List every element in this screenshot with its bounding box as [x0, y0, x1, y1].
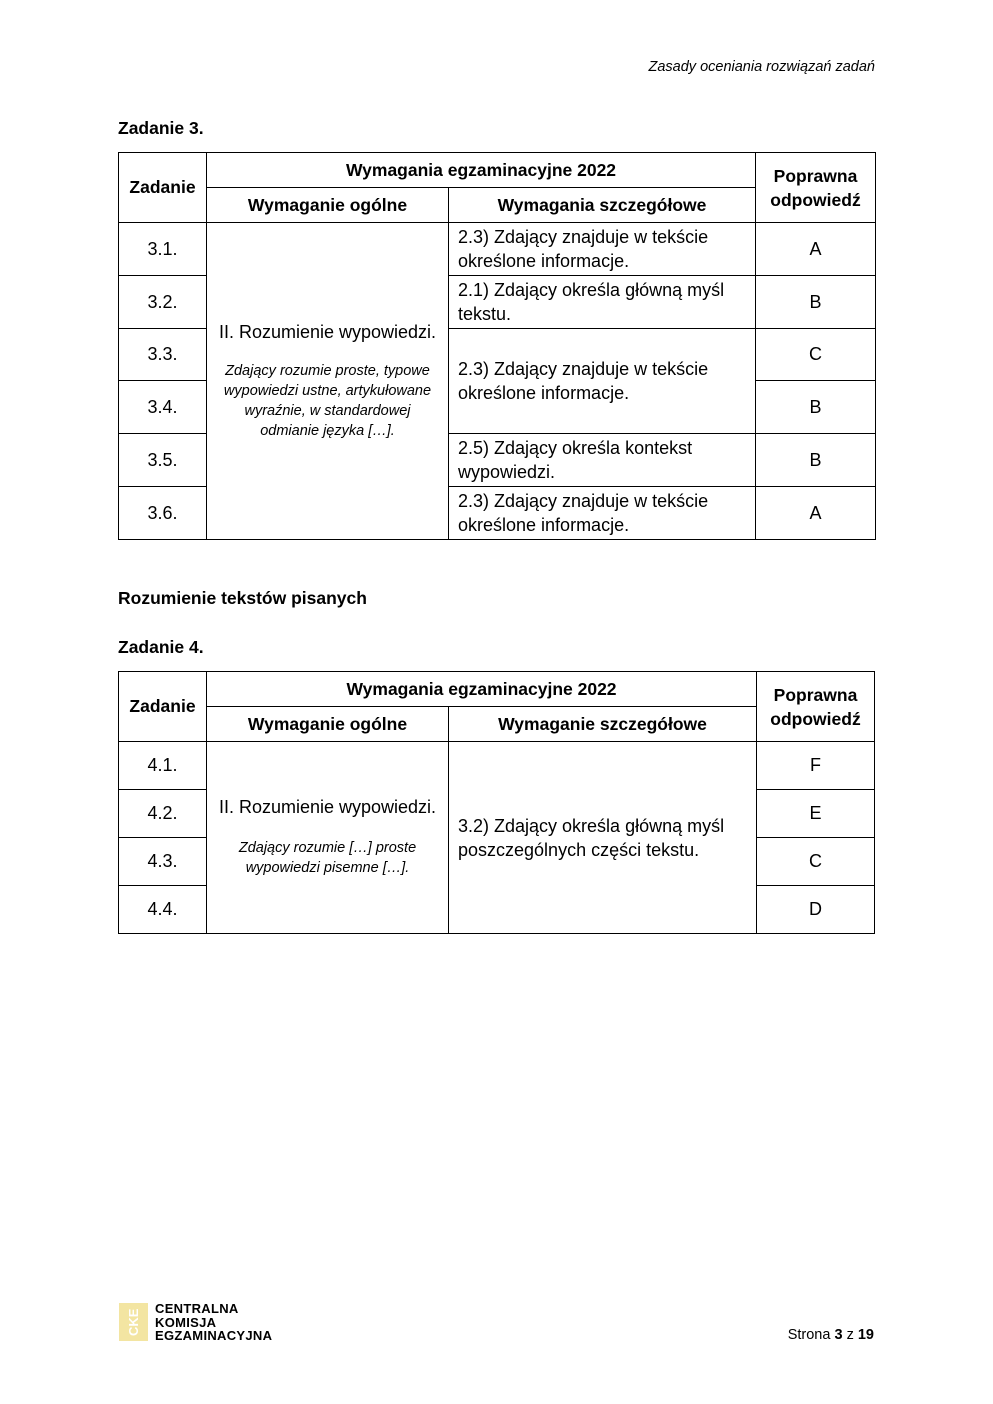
task-number: 4.4.	[119, 886, 207, 934]
detail-requirement: 3.2) Zdający określa główną myśl poszczególnych części tekstu.	[449, 742, 757, 934]
task-number: 3.2.	[119, 276, 207, 329]
correct-answer: D	[757, 886, 875, 934]
logo-line-3: EGZAMINACYJNA	[155, 1328, 273, 1343]
col-general-header: Wymaganie ogólne	[207, 707, 449, 742]
detail-requirement: 2.3) Zdający znajduje w tekście określone informacje.	[449, 329, 756, 434]
correct-answer: B	[756, 276, 876, 329]
col-group-header: Wymagania egzaminacyjne 2022	[207, 672, 757, 707]
detail-requirement: 2.3) Zdający znajduje w tekście określone informacje.	[449, 487, 756, 540]
page-header: Zasady oceniania rozwiązań zadań	[648, 59, 875, 75]
task-number: 3.4.	[119, 381, 207, 434]
page-sep: z	[846, 1327, 854, 1343]
task-number: 3.3.	[119, 329, 207, 381]
general-requirement-desc: Zdający rozumie […] proste wypowiedzi pisemne […].	[238, 840, 417, 876]
correct-answer: C	[757, 838, 875, 886]
task3-table	[118, 152, 876, 540]
detail-requirement: 2.1) Zdający określa główną myśl tekstu.	[449, 276, 756, 329]
task-number: 4.3.	[119, 838, 207, 886]
cke-logo-mark-text: CKE	[126, 1308, 141, 1336]
task4-heading: Zadanie 4.	[118, 637, 204, 657]
table-header-row	[119, 672, 875, 707]
page-prefix: Strona	[787, 1327, 831, 1343]
table-row	[119, 742, 875, 790]
col-answer-header: Poprawna odpowiedź	[757, 672, 875, 742]
page-number	[788, 1327, 874, 1343]
table-row	[119, 223, 876, 276]
cke-logo-text	[155, 1302, 272, 1343]
col-group-header: Wymagania egzaminacyjne 2022	[207, 153, 756, 188]
correct-answer: B	[756, 434, 876, 487]
table-header-row	[119, 153, 876, 188]
task3-heading: Zadanie 3.	[118, 118, 204, 138]
col-detail-header: Wymagania szczegółowe	[449, 188, 756, 223]
col-answer-header: Poprawna odpowiedź	[756, 153, 876, 223]
cke-logo-icon	[119, 1303, 148, 1341]
detail-requirement: 2.5) Zdający określa kontekst wypowiedzi.	[449, 434, 756, 487]
section-title: Rozumienie tekstów pisanych	[118, 588, 367, 608]
logo-line-1: CENTRALNA	[155, 1301, 239, 1316]
general-requirement	[207, 742, 449, 934]
page-total: 19	[857, 1327, 874, 1343]
general-requirement-title: II. Rozumienie wypowiedzi.	[218, 321, 437, 342]
detail-requirement: 2.3) Zdający znajduje w tekście określone informacje.	[449, 223, 756, 276]
general-requirement-title: II. Rozumienie wypowiedzi.	[218, 797, 437, 817]
correct-answer: A	[756, 223, 876, 276]
general-requirement	[207, 223, 449, 540]
task4-table	[118, 671, 875, 934]
col-task-header: Zadanie	[119, 672, 207, 742]
page-current: 3	[834, 1327, 843, 1343]
correct-answer: C	[756, 329, 876, 381]
col-task-header: Zadanie	[119, 153, 207, 223]
col-general-header: Wymaganie ogólne	[207, 188, 449, 223]
task-number: 3.5.	[119, 434, 207, 487]
correct-answer: E	[757, 790, 875, 838]
task-number: 4.2.	[119, 790, 207, 838]
logo-line-2: KOMISJA	[155, 1314, 217, 1330]
correct-answer: A	[756, 487, 876, 540]
correct-answer: B	[756, 381, 876, 434]
correct-answer: F	[757, 742, 875, 790]
task-number: 3.6.	[119, 487, 207, 540]
task-number: 3.1.	[119, 223, 207, 276]
general-requirement-desc: Zdający rozumie proste, typowe wypowiedzi ustne, artykułowane wyraźnie, w standardowej odmianie języka […].	[223, 362, 432, 439]
task-number: 4.1.	[119, 742, 207, 790]
col-detail-header: Wymaganie szczegółowe	[449, 707, 757, 742]
cke-logo	[119, 1302, 272, 1343]
